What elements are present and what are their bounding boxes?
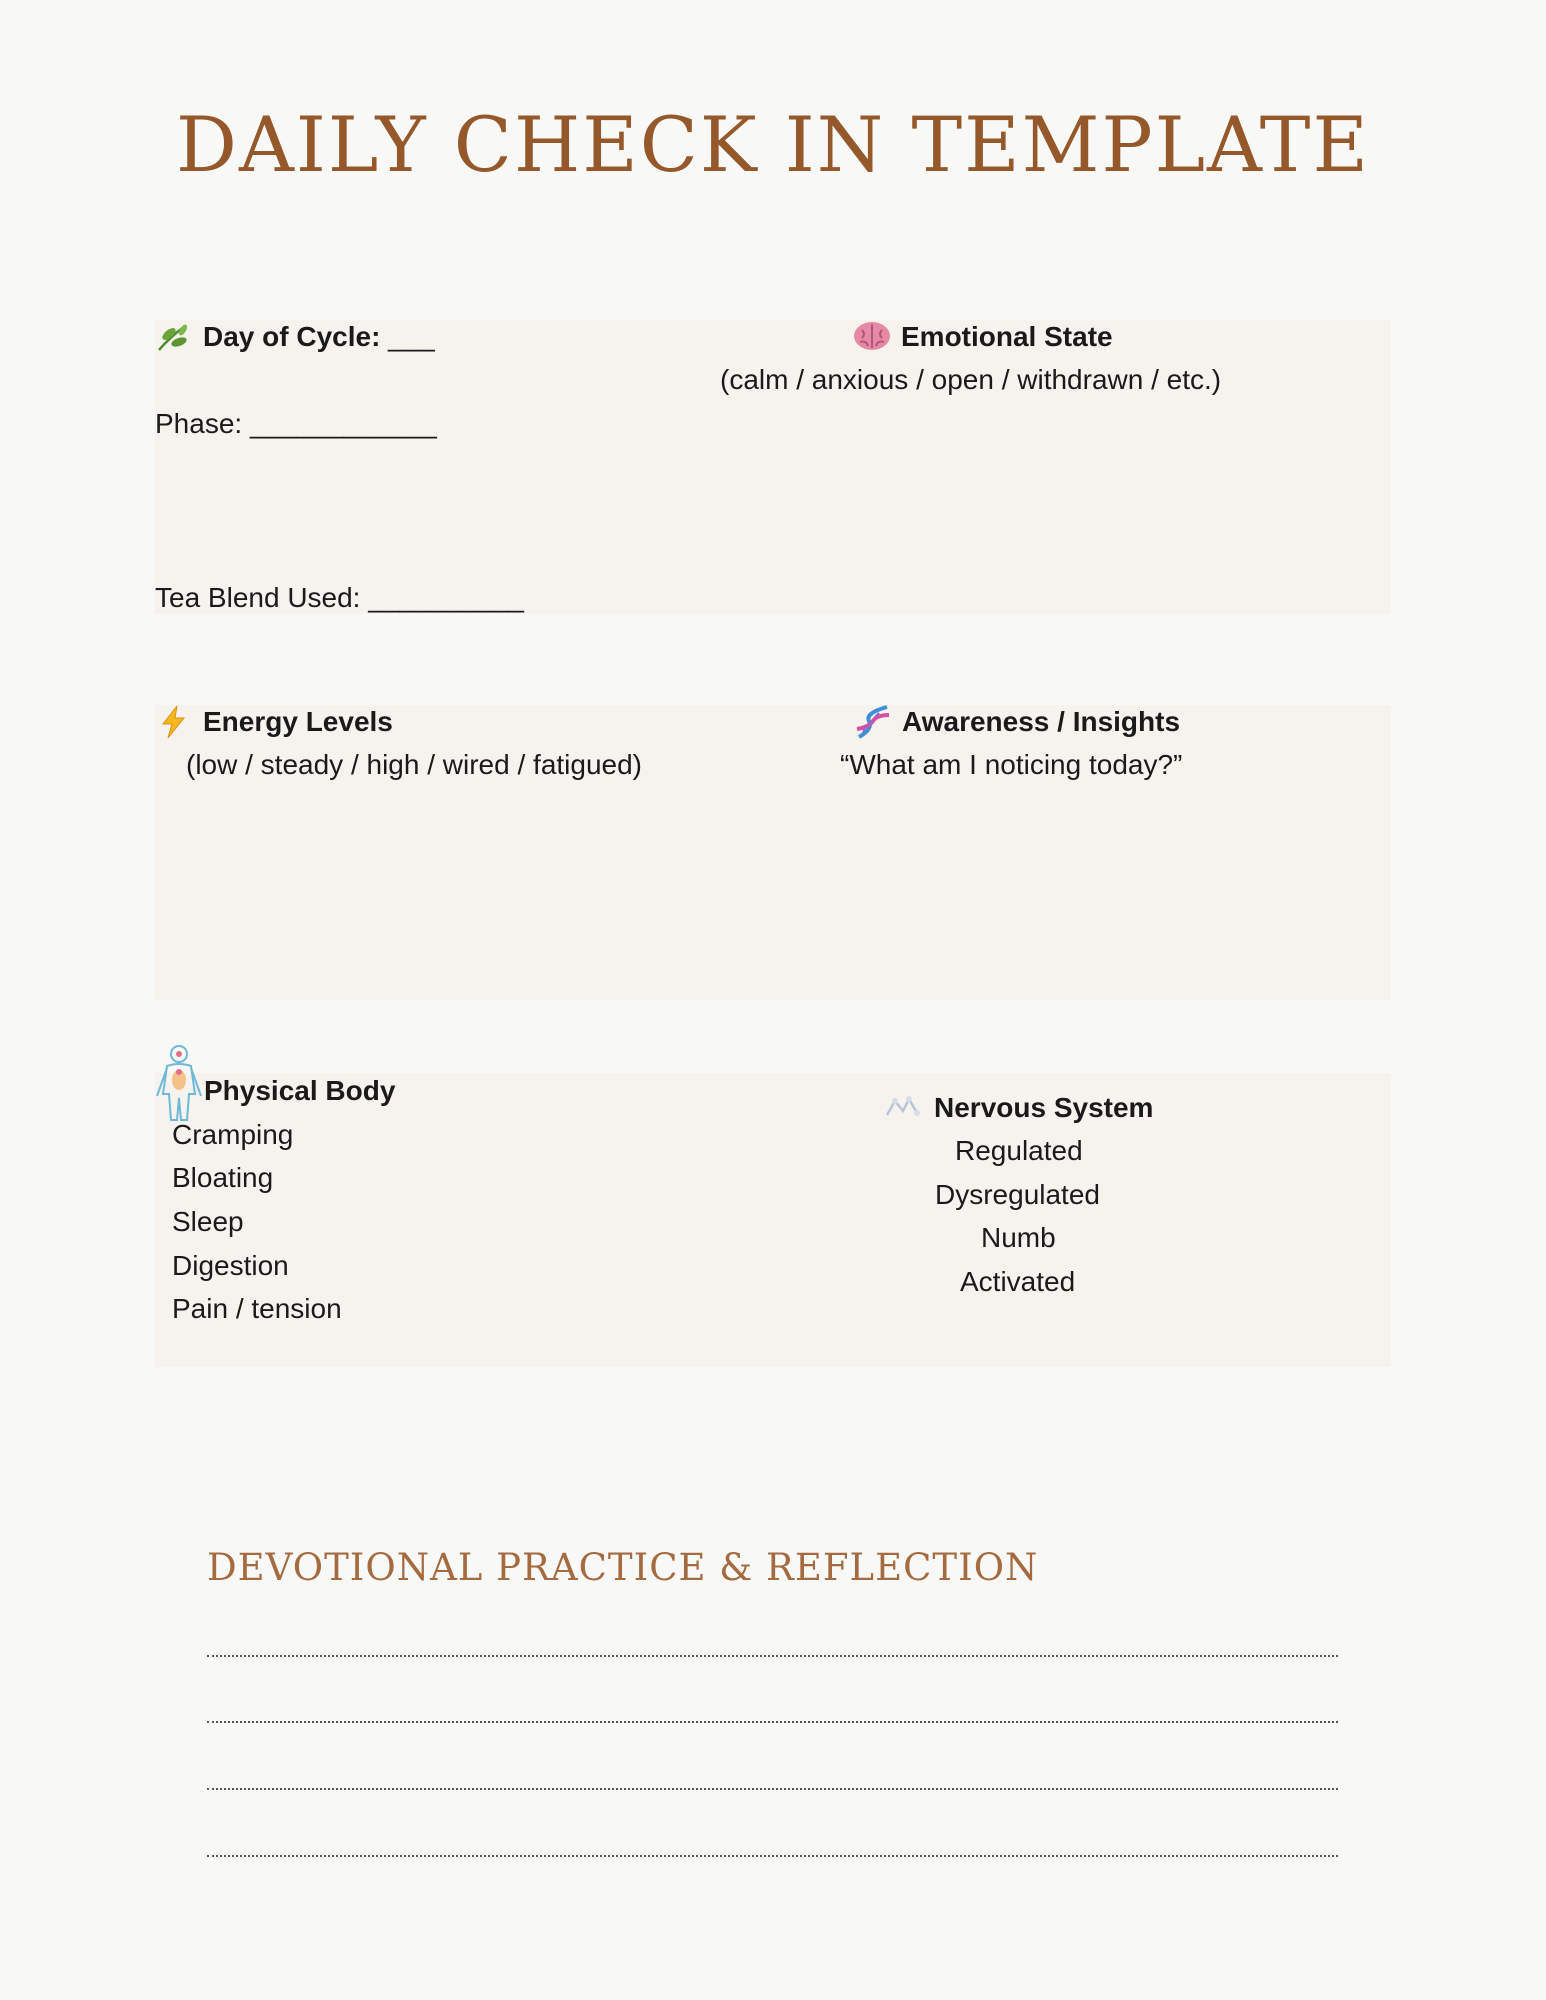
brain-icon — [852, 318, 892, 354]
writing-line[interactable] — [207, 1721, 1338, 1723]
writing-line[interactable] — [207, 1855, 1338, 1857]
human-body-icon — [153, 1044, 205, 1122]
physical-item-bloating: Bloating — [172, 1162, 274, 1193]
nervous-system-icon — [883, 1093, 923, 1123]
physical-item-pain: Pain / tension — [172, 1293, 342, 1324]
phase-field: Phase: ____________ — [155, 408, 437, 439]
energy-levels-options: (low / steady / high / wired / fatigued) — [186, 749, 642, 780]
nervous-system-label: Nervous System — [934, 1092, 1154, 1123]
day-of-cycle-label: Day of Cycle: — [203, 321, 381, 352]
emotional-state-options: (calm / anxious / open / withdrawn / etc.) — [720, 364, 1222, 395]
nervous-item-dysregulated: Dysregulated — [935, 1179, 1100, 1210]
physical-item-cramping: Cramping — [172, 1119, 294, 1150]
reflection-title: DEVOTIONAL PRACTICE & REFLECTION — [207, 1546, 1039, 1589]
energy-levels-label: Energy Levels — [203, 706, 393, 737]
nervous-item-regulated: Regulated — [955, 1135, 1083, 1166]
dna-icon — [853, 703, 893, 741]
physical-item-sleep: Sleep — [172, 1206, 244, 1237]
nervous-item-activated: Activated — [960, 1266, 1076, 1297]
emotional-state-label: Emotional State — [901, 321, 1113, 352]
writing-line[interactable] — [207, 1788, 1338, 1790]
physical-body-label: Physical Body — [204, 1075, 396, 1106]
nervous-item-numb: Numb — [981, 1222, 1056, 1253]
leaf-icon — [155, 320, 193, 354]
lightning-icon — [157, 704, 189, 740]
page-title: DAILY CHECK IN TEMPLATE — [176, 100, 1370, 189]
awareness-prompt: “What am I noticing today?” — [840, 749, 1183, 780]
physical-item-digestion: Digestion — [172, 1250, 289, 1281]
writing-line[interactable] — [207, 1655, 1338, 1657]
day-of-cycle-blank: ___ — [388, 321, 435, 352]
awareness-label: Awareness / Insights — [902, 706, 1181, 737]
tea-blend-field: Tea Blend Used: __________ — [155, 582, 524, 613]
